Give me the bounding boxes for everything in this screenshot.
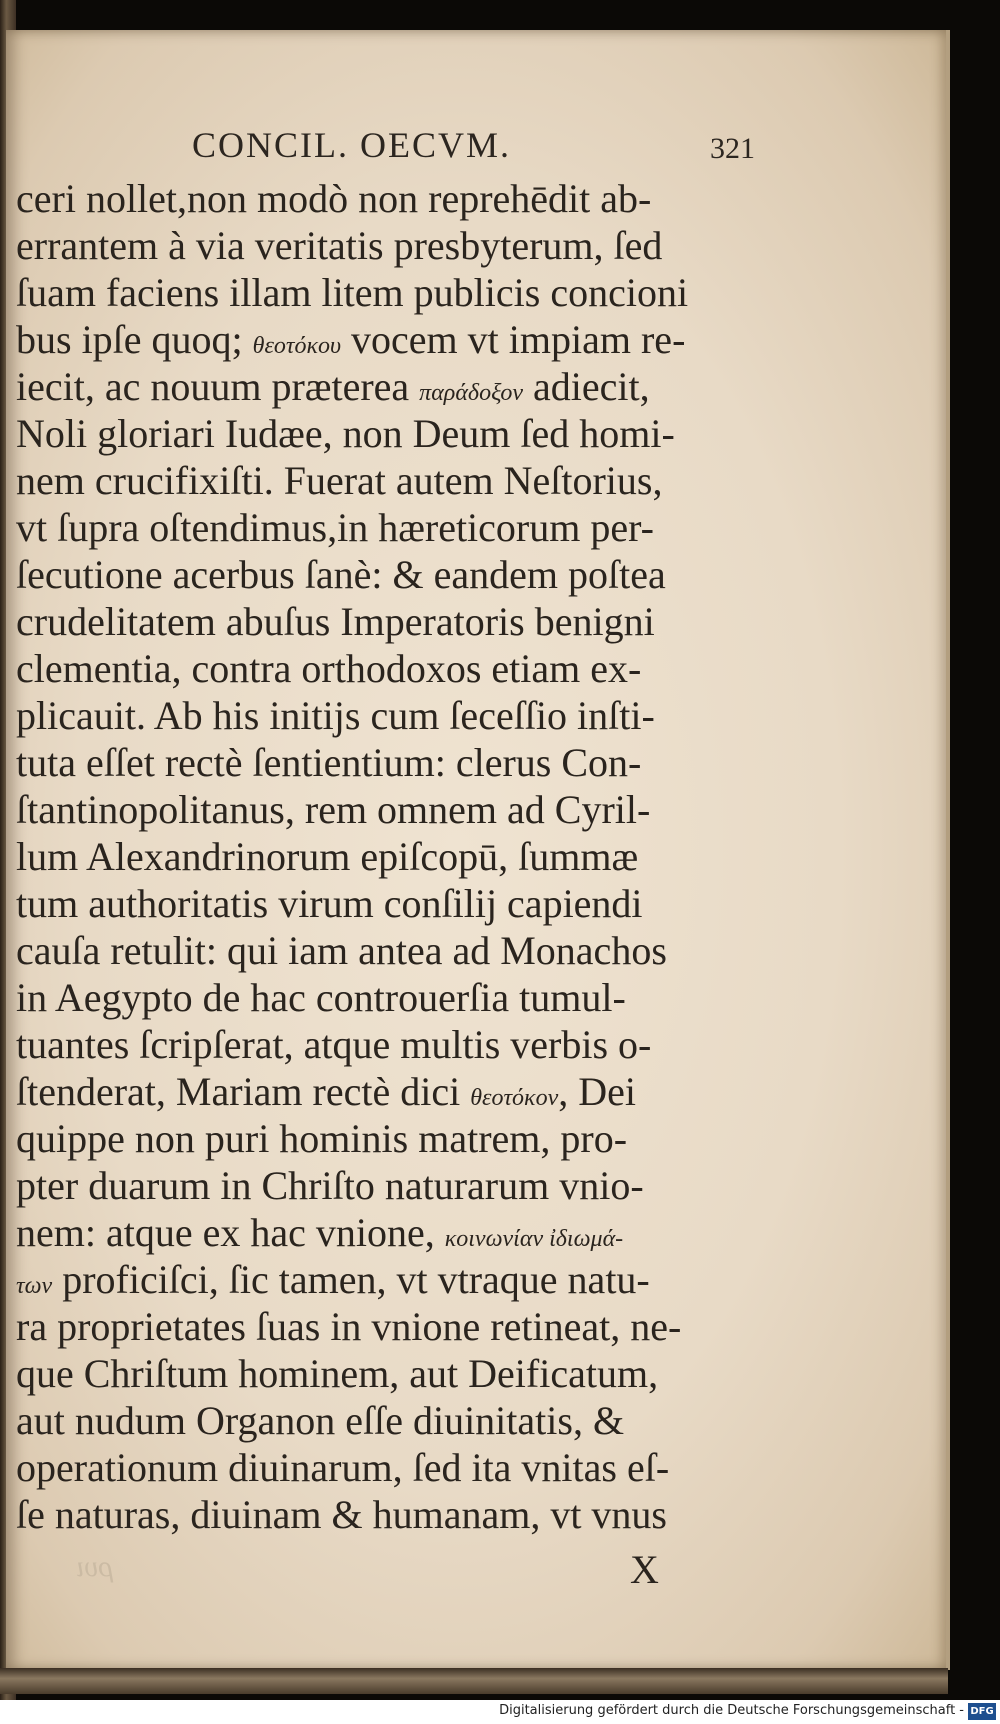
latin-text: que Chriſtum hominem, aut Deificatum, <box>16 1351 659 1396</box>
latin-text: ſuam faciens illam litem publicis concioni <box>16 270 689 315</box>
latin-text: lum Alexandrinorum epiſcopū, ſummæ <box>16 834 639 879</box>
dfg-logo: DFG <box>968 1703 996 1720</box>
latin-text: bus ipſe quoq; <box>16 317 253 362</box>
latin-text: proficiſci, ſic tamen, vt vtraque natu- <box>52 1257 650 1302</box>
text-line <box>16 645 796 692</box>
footer-credit-text: Digitalisierung gefördert durch die Deutsche Forschungsgemeinschaft - <box>499 1703 964 1718</box>
latin-text: Noli gloriari Iudæe, non Deum ſed homi- <box>16 411 675 456</box>
text-line <box>16 1068 796 1115</box>
signature-mark: X <box>630 1547 659 1592</box>
latin-text: ſtantinopolitanus, rem omnem ad Cyril- <box>16 787 651 832</box>
latin-text: ceri nollet,non modò non reprehēdit ab- <box>16 176 652 221</box>
latin-text: operationum diuinarum, ſed ita vnitas eſ- <box>16 1445 670 1490</box>
text-line <box>16 363 796 410</box>
text-line <box>16 974 796 1021</box>
latin-text: vt ſupra oſtendimus,in hæreticorum per- <box>16 505 654 550</box>
greek-word: των <box>16 1273 53 1299</box>
book-page <box>6 30 950 1670</box>
text-line <box>16 551 796 598</box>
latin-text: quippe non puri hominis matrem, pro- <box>16 1116 628 1161</box>
text-line <box>16 1491 796 1538</box>
text-line <box>16 504 796 551</box>
text-line <box>16 1162 796 1209</box>
latin-text: adiecit, <box>523 364 650 409</box>
text-line <box>16 1209 796 1256</box>
latin-text: ra proprietates ſuas in vnione retineat, ne- <box>16 1304 682 1349</box>
text-line <box>16 1256 796 1303</box>
text-line <box>16 598 796 645</box>
latin-text: nem: atque ex hac vnione, <box>16 1210 445 1255</box>
text-line <box>16 880 796 927</box>
latin-text: aut nudum Organon eſſe diuinitatis, & <box>16 1398 625 1443</box>
text-line <box>16 316 796 363</box>
text-line <box>16 833 796 880</box>
text-line <box>16 175 796 222</box>
page-number: 321 <box>710 132 755 165</box>
latin-text: ſecutione acerbus ſanè: & eandem poſtea <box>16 552 666 597</box>
text-line <box>16 1350 796 1397</box>
text-line <box>16 1303 796 1350</box>
latin-text: iecit, ac nouum præterea <box>16 364 420 409</box>
running-head: CONCIL. OECVM. <box>192 125 512 165</box>
latin-text: tuta eſſet rectè ſentientium: clerus Con- <box>16 740 642 785</box>
latin-text: , Dei <box>558 1069 636 1114</box>
text-line <box>16 1397 796 1444</box>
text-line <box>16 1115 796 1162</box>
latin-text: crudelitatem abuſus Imperatoris benigni <box>16 599 655 644</box>
greek-word: θεοτόκου <box>252 333 342 359</box>
latin-text: nem crucifixiſti. Fuerat autem Neſtorius, <box>16 458 663 503</box>
latin-text: vocem vt impiam re- <box>341 317 686 362</box>
latin-text: cauſa retulit: qui iam antea ad Monachos <box>16 928 667 973</box>
text-line <box>16 1021 796 1068</box>
text-line <box>16 269 796 316</box>
text-line <box>16 786 796 833</box>
digitization-footer <box>0 1700 1000 1724</box>
latin-text: ſe naturas, diuinam & humanam, vt vnus <box>16 1492 667 1537</box>
latin-text: pter duarum in Chriſto naturarum vnio- <box>16 1163 644 1208</box>
latin-text: plicauit. Ab his initijs cum ſeceſſio inſti- <box>16 693 655 738</box>
show-through-ink: ρυι <box>76 1550 113 1583</box>
latin-text: clementia, contra orthodoxos etiam ex- <box>16 646 642 691</box>
text-line <box>16 692 796 739</box>
text-line <box>16 739 796 786</box>
greek-word: παράδοξον <box>419 380 523 406</box>
latin-text: tum authoritatis virum conſilij capiendi <box>16 881 643 926</box>
text-line <box>16 1444 796 1491</box>
body-text <box>16 175 796 1538</box>
greek-word: κοινωνίαν ἰδιωμά- <box>444 1226 624 1252</box>
greek-word: θεοτόκον <box>470 1085 559 1111</box>
text-line <box>16 457 796 504</box>
text-line <box>16 927 796 974</box>
latin-text: ſtenderat, Mariam rectè dici <box>16 1069 471 1114</box>
latin-text: tuantes ſcripſerat, atque multis verbis o- <box>16 1022 652 1067</box>
latin-text: errantem à via veritatis presbyterum, ſed <box>16 223 663 268</box>
text-line <box>16 222 796 269</box>
page-bottom-edge <box>0 1668 948 1694</box>
text-line <box>16 410 796 457</box>
latin-text: in Aegypto de hac controuerſia tumul- <box>16 975 626 1020</box>
